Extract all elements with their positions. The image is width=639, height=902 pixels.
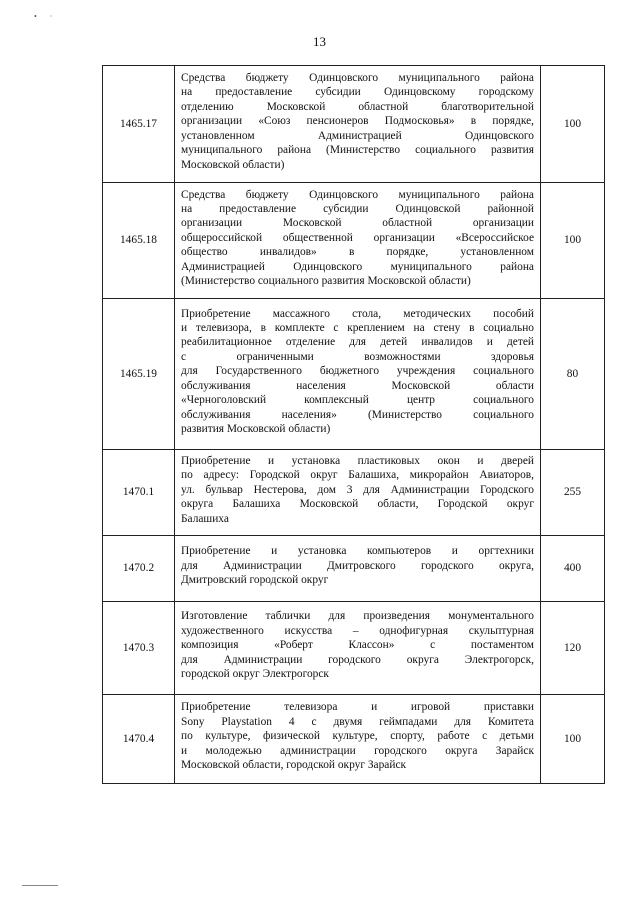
- description-line: Администрацией Одинцовского муниципального района: [181, 260, 534, 273]
- row-description: [175, 66, 541, 183]
- row-description: [175, 536, 541, 602]
- row-amount: 80: [541, 299, 605, 450]
- table-row: [103, 183, 605, 299]
- description-line: установленном Администрацией Одинцовского: [181, 129, 534, 142]
- budget-table-body: [103, 66, 605, 784]
- description-line: Изготовление таблички для произведения монументального: [181, 610, 534, 623]
- description-line: округа Балашиха Московской области, Городской округ: [181, 498, 534, 511]
- description-line: организации Московской областной организации: [181, 217, 534, 230]
- description-line: для Администрации Дмитровского городского округа,: [181, 559, 534, 572]
- description-line: для Государственного бюджетного учреждения социального: [181, 365, 534, 378]
- description-line: для Администрации городского округа Электрогорск,: [181, 653, 534, 666]
- row-amount: 100: [541, 695, 605, 784]
- description-line: по культуре, физической культуре, спорту, работе с детьми: [181, 730, 534, 743]
- description-line: Приобретение массажного стола, методических пособий: [181, 307, 534, 320]
- table-row: [103, 299, 605, 450]
- row-description: [175, 695, 541, 784]
- description-line: общество инвалидов» в порядке, установленном: [181, 246, 534, 259]
- description-line: городской округ Электрогорск: [181, 668, 329, 681]
- description-line: по адресу: Городской округ Балашиха, микрорайон Авиаторов,: [181, 469, 534, 482]
- footer-line: [22, 885, 58, 886]
- description-line: организации «Союз пенсионеров Подмосковья» в порядке,: [181, 115, 534, 128]
- row-code: 1470.3: [103, 602, 175, 695]
- table-row: [103, 536, 605, 602]
- row-code: 1470.2: [103, 536, 175, 602]
- description-line: Приобретение и установка компьютеров и оргтехники: [181, 545, 534, 558]
- row-code: 1465.17: [103, 66, 175, 183]
- description-line: композиция «Роберт Классон» с постаментом: [181, 639, 534, 652]
- description-line: (Министерство социального развития Московской области): [181, 275, 471, 288]
- row-amount: 120: [541, 602, 605, 695]
- description-line: Средства бюджету Одинцовского муниципального района: [181, 72, 534, 85]
- row-code: 1465.18: [103, 183, 175, 299]
- description-line: Приобретение телевизора и игровой приставки: [181, 701, 534, 714]
- description-line: «Черноголовский комплексный центр социального: [181, 394, 534, 407]
- row-description: [175, 450, 541, 536]
- row-code: 1470.1: [103, 450, 175, 536]
- description-line: Sony Playstation 4 с двумя геймпадами для Комитета: [181, 715, 534, 728]
- budget-table: [102, 65, 605, 784]
- description-line: развития Московской области): [181, 422, 331, 435]
- description-line: Средства бюджету Одинцовского муниципального района: [181, 188, 534, 201]
- description-line: обслуживания населения Московской области: [181, 379, 534, 392]
- row-description: [175, 183, 541, 299]
- description-line: и телевизора, в комплекте с креплением на стену в социально: [181, 322, 534, 335]
- row-description: [175, 602, 541, 695]
- description-line: муниципального района (Министерство социального развития: [181, 144, 534, 157]
- description-line: реабилитационное отделение для детей инвалидов и детей: [181, 336, 534, 349]
- description-line: художественного искусства – однофигурная скульптурная: [181, 624, 534, 637]
- page-number: 13: [313, 34, 326, 49]
- table-row: [103, 66, 605, 183]
- description-line: Приобретение и установка пластиковых окон и дверей: [181, 454, 534, 467]
- description-line: на предоставление субсидии Одинцовской районной: [181, 202, 534, 215]
- table-row: [103, 450, 605, 536]
- row-amount: 100: [541, 183, 605, 299]
- row-amount: 255: [541, 450, 605, 536]
- description-line: ул. бульвар Нестерова, дом 3 для Администрации Городского: [181, 483, 534, 496]
- row-code: 1470.4: [103, 695, 175, 784]
- row-amount: 400: [541, 536, 605, 602]
- description-line: обслуживания населения» (Министерство социального: [181, 408, 534, 421]
- description-line: Московской области): [181, 158, 285, 171]
- description-line: и молодежью администрации городского округа Зарайск: [181, 744, 534, 757]
- table-row: [103, 695, 605, 784]
- row-description: [175, 299, 541, 450]
- description-line: Балашиха: [181, 512, 229, 525]
- scan-artifact: • ·: [34, 12, 56, 21]
- description-line: отделению Московской областной благотворительной: [181, 100, 534, 113]
- description-line: с ограниченными возможностями здоровья: [181, 350, 534, 363]
- description-line: общероссийской общественной организации «Всероссийское: [181, 231, 534, 244]
- description-line: на предоставление субсидии Одинцовскому городскому: [181, 86, 534, 99]
- description-line: Московской области, городской округ Зарайск: [181, 759, 407, 772]
- description-line: Дмитровский городской округ: [181, 574, 329, 587]
- table-row: [103, 602, 605, 695]
- row-code: 1465.19: [103, 299, 175, 450]
- row-amount: 100: [541, 66, 605, 183]
